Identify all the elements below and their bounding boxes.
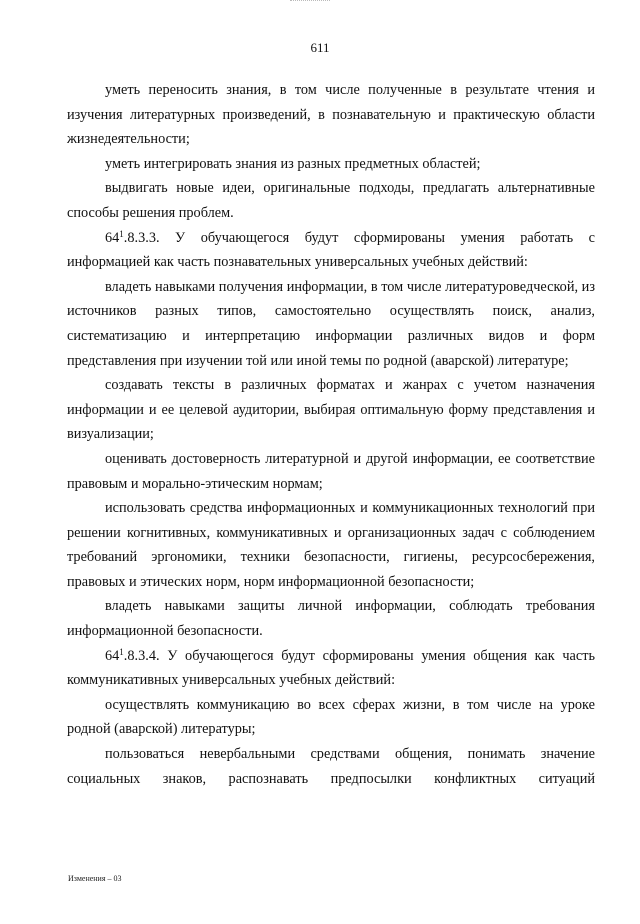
paragraph: владеть навыками получения информации, в том числе литературоведческой, из источников разных типов, самостоятельно осуществлять поиск, анализ, систематизацию и интерпретацию информации различных видов и форм представления при изучении той или иной темы по родной (аварской) литературе; [67,278,595,369]
paragraph: уметь переносить знания, в том числе полученные в результате чтения и изучения литературных произведений, в познавательную и практическую области жизнедеятельности; [67,82,595,148]
page-footer: Изменения – 03 [68,874,122,883]
paragraph: создавать тексты в различных форматах и жанрах с учетом назначения информации и ее целевой аудитории, выбирая оптимальную форму представления и визуализации; [67,377,595,443]
scan-top-mark [290,0,330,3]
paragraph: уметь интегрировать знания из разных предметных областей; [105,155,481,172]
page-body [67,78,595,791]
section-heading-paragraph: $64^1.8.3.4$. У обучающегося будут сформированы умения общения как часть коммуникативных универсальных учебных действий: [67,646,595,689]
paragraph: пользоваться невербальными средствами общения, понимать значение социальных знаков, распознавать предпосылки конфликтных ситуаций [67,746,595,787]
section-number: 64 [105,229,120,246]
section-number-superscript: 1 [119,228,124,239]
section-number-superscript: 1 [119,646,124,657]
paragraph: использовать средства информационных и коммуникационных технологий при решении когнитивных, коммуникативных и организационных задач с соблюдением требований эргономики, техники безопасности, гигиены, ресурсосбережения, правовых и этических норм, норм информационной безопасности; [67,500,595,590]
paragraph: осуществлять коммуникацию во всех сферах жизни, в том числе на уроке родной (аварской) литературы; [67,696,595,738]
paragraph: оценивать достоверность литературной и другой информации, ее соответствие правовым и морально-этическим нормам; [67,450,595,492]
page-number: 611 [310,40,330,55]
section-number: 64 [105,647,120,664]
section-heading-paragraph: $64^1.8.3.3$. У обучающегося будут сформированы умения работать с информацией как часть познавательных универсальных учебных действий: [67,228,595,271]
paragraph: выдвигать новые идеи, оригинальные подходы, предлагать альтернативные способы решения проблем. [67,180,595,221]
paragraph: владеть навыками защиты личной информации, соблюдать требования информационной безопасности. [67,598,595,640]
